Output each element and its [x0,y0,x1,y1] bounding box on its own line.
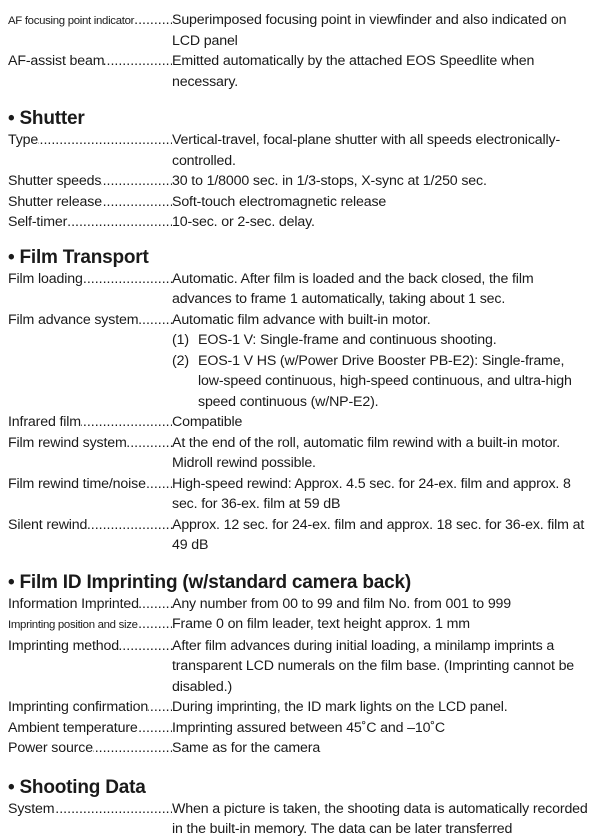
spec-label: Information Imprinted ..... [8,594,172,615]
spec-label: Shutter release ..... [8,192,172,213]
spec-value: 30 to 1/8000 sec. in 1/3-stops, X-sync at 1/250 sec. [172,171,596,192]
spec-row-shutter-release [8,192,596,213]
spec-row-shutter-speeds [8,171,596,192]
spec-label: Film rewind system ..... [8,433,172,474]
spec-value: After film advances during initial loading, a minilamp imprints a transparent LCD numerals on the film base. (Imprinting cannot be disabled.) [172,636,596,698]
section-title-shooting-data: • Shooting Data [8,776,146,798]
spec-value: Compatible [172,412,596,433]
spec-row-af-focusing-point-indicator [8,10,596,51]
spec-value: 10-sec. or 2-sec. delay. [172,212,596,233]
spec-value: High-speed rewind: Approx. 4.5 sec. for 24-ex. film and approx. 8 sec. for 36-ex. film at 59 dB [172,474,596,515]
spec-label: Film rewind time/noise ..... [8,474,172,515]
spec-row-imprinting-position-size [8,614,596,636]
spec-row-imprinting-confirmation [8,697,596,718]
sub-item-number: (2) [172,352,189,369]
spec-label: Imprinting position and size ..... [8,614,172,636]
spec-value: Superimposed focusing point in viewfinder and also indicated on LCD panel [172,10,596,51]
spec-row-af-assist-beam [8,51,596,92]
spec-row-film-advance-system [8,310,596,413]
section-title-film-transport: • Film Transport [8,246,149,268]
spec-row-film-rewind-system [8,433,596,474]
spec-label: Film loading ..... [8,269,172,310]
sub-item-number: (1) [172,332,189,348]
spec-row-film-loading [8,269,596,310]
spec-label: Type ..... [8,130,172,171]
spec-value: Emitted automatically by the attached EOS Speedlite when necessary. [172,51,596,92]
spec-row-information-imprinted [8,594,596,615]
spec-value: During imprinting, the ID mark lights on the LCD panel. [172,697,596,718]
spec-label: Infrared film ..... [8,412,172,433]
spec-label: AF focusing point indicator ..... [8,10,172,51]
bullet-icon: • [8,246,15,268]
spec-value: Approx. 12 sec. for 24-ex. film and approx. 18 sec. for 36-ex. film at 49 dB [172,515,596,556]
spec-value: Any number from 00 to 99 and film No. from 001 to 999 [172,594,596,615]
spec-label: Silent rewind ..... [8,515,172,556]
spec-row-power-source [8,738,596,759]
spec-value [172,310,596,413]
sub-item-2 [172,351,592,413]
spec-row-silent-rewind [8,515,596,556]
spec-value: Soft-touch electromagnetic release [172,192,596,213]
spec-label: Film advance system ..... [8,310,172,413]
sub-item-text: EOS-1 V HS (w/Power Drive Booster PB-E2): Single-frame, low-speed continuous, high-speed continuous, and ultra-high speed continuous (w/NP-E2). [198,352,572,410]
spec-value: Automatic. After film is loaded and the back closed, the film advances to frame 1 automatically, taking about 1 sec. [172,269,596,310]
spec-row-type [8,130,596,171]
sub-item-1 [172,330,592,351]
spec-value: At the end of the roll, automatic film rewind with a built-in motor. Midroll rewind possible. [172,433,596,474]
spec-label: System ..... [8,799,172,840]
spec-value: Same as for the camera [172,738,596,759]
spec-row-system [8,799,596,840]
spec-value: Vertical-travel, focal-plane shutter with all speeds electronically-controlled. [172,130,596,171]
spec-value: Imprinting assured between 45˚C and –10˚C [172,718,596,739]
spec-label: Self-timer ..... [8,212,172,233]
spec-row-infrared-film [8,412,596,433]
spec-row-film-rewind-time-noise [8,474,596,515]
spec-label: Shutter speeds ..... [8,171,172,192]
bullet-icon: • [8,108,15,129]
spec-label: Ambient temperature ..... [8,718,172,739]
bullet-icon: • [8,776,15,798]
spec-label: Power source ..... [8,738,172,759]
spec-document [8,10,596,840]
section-title-shutter: • Shutter [8,108,85,129]
bullet-icon: • [8,571,15,593]
spec-row-imprinting-method [8,636,596,698]
spec-label: Imprinting confirmation ..... [8,697,172,718]
section-title-film-id-imprinting: • Film ID Imprinting (w/standard camera back) [8,571,411,593]
spec-label: Imprinting method ..... [8,636,172,698]
spec-row-self-timer [8,212,596,233]
spec-value-text: Automatic film advance with built-in motor. [172,311,431,328]
spec-value: Frame 0 on film leader, text height approx. 1 mm [172,614,596,636]
spec-row-ambient-temperature [8,718,596,739]
spec-value: When a picture is taken, the shooting data is automatically recorded in the built-in memory. The data can be later transferred [172,799,596,840]
sub-item-text: EOS-1 V: Single-frame and continuous shooting. [198,332,497,348]
spec-label: AF-assist beam ..... [8,51,172,92]
